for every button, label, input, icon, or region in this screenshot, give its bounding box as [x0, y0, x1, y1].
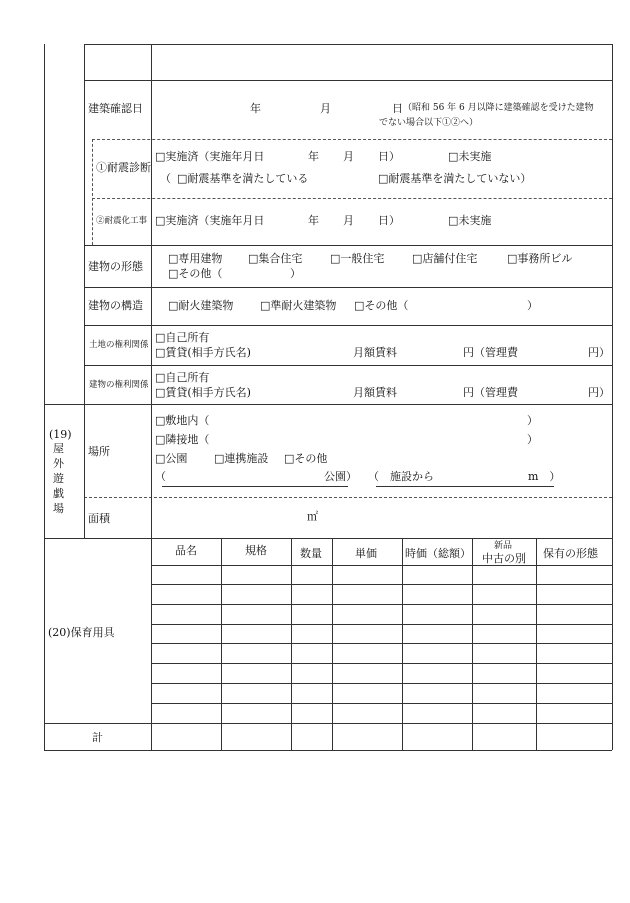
keitai-opt-other[interactable]: □その他（	[168, 267, 223, 280]
rule-label-divider	[151, 44, 152, 750]
basho-label: 場所	[88, 445, 110, 458]
keitai-label: 建物の形態	[88, 260, 143, 273]
shindan-notmeet-checkbox[interactable]: □耐震基準を満たしていない）	[378, 172, 532, 185]
kouzou-other-close: ）	[527, 299, 538, 312]
basho-adjacent-close: ）	[527, 433, 538, 446]
equip-header-spec: 規格	[245, 544, 267, 557]
equip-header-newused-line1: 新品	[494, 541, 513, 551]
tatemono-monthly-fee: 月額賃料	[353, 386, 397, 399]
shindan-month: 月	[343, 150, 354, 163]
rule-left-inner	[84, 44, 85, 538]
equip-total-label: 計	[92, 731, 103, 744]
play-title-char-4: 戯	[53, 487, 64, 500]
tochi-yen-mgmt: 円（管理費	[463, 346, 518, 359]
keitai-opt-apartment[interactable]: □集合住宅	[248, 252, 303, 265]
basho-opt-partner[interactable]: □連携施設	[214, 452, 269, 465]
menseki-label: 面積	[88, 512, 110, 525]
play-title-char-2: 外	[53, 457, 64, 470]
equip-header-qty: 数量	[300, 547, 322, 560]
basho-opt-adjacent[interactable]: □隣接地（	[155, 433, 210, 446]
shindan-done-checkbox[interactable]: □実施済（実施年月日	[155, 150, 265, 163]
keitai-opt-dedicated[interactable]: □専用建物	[168, 252, 223, 265]
kouji-notyet-checkbox[interactable]: □未実施	[448, 214, 492, 227]
basho-opt-other[interactable]: □その他	[284, 452, 328, 465]
basho-paren-open: （	[155, 470, 166, 483]
shindan-day: 日）	[378, 150, 400, 163]
equip-header-form: 保有の形態	[543, 547, 598, 560]
tochi-monthly-fee: 月額賃料	[353, 346, 397, 359]
basho-distance-underline	[376, 486, 554, 487]
rule-before-total	[44, 723, 612, 724]
kakunin-day: 日	[392, 102, 403, 115]
kakunin-note-line1: （昭和 56 年 6 月以降に建築確認を受けた建物	[403, 103, 594, 113]
rule-after-tochi	[84, 365, 612, 366]
kakunin-month: 月	[320, 102, 331, 115]
rule-left-outer	[44, 44, 45, 750]
rule-dashed-sub-indent	[92, 139, 93, 245]
basho-opt-onsite[interactable]: □敷地内（	[155, 414, 210, 427]
kakunin-label: 建築確認日	[88, 102, 143, 115]
kouji-year: 年	[308, 214, 319, 227]
menseki-unit: ㎡	[307, 510, 318, 523]
basho-facility-from: （ 施設から	[368, 470, 434, 483]
rule-col-form	[536, 538, 537, 750]
basho-park-close: 公園）	[324, 470, 357, 483]
kouzou-opt-other[interactable]: □その他（	[354, 299, 409, 312]
equip-header-newused-line2: 中古の別	[482, 552, 526, 565]
tochi-yen-close: 円）	[588, 346, 610, 359]
rule-after-kouzou	[84, 325, 612, 326]
play-title-char-3: 遊	[53, 472, 64, 485]
shindan-label: ①耐震診断	[96, 161, 151, 174]
tatemono-own-checkbox[interactable]: □自己所有	[155, 371, 210, 384]
rule-before-equip	[44, 538, 612, 539]
equip-header-value: 時価（総額）	[405, 547, 471, 560]
basho-opt-park[interactable]: □公園	[155, 452, 188, 465]
keitai-opt-shophouse[interactable]: □店舗付住宅	[412, 252, 478, 265]
play-title-char-5: 場	[53, 502, 64, 515]
tatemono-rent-checkbox[interactable]: □賃貸(相手方氏名)	[155, 386, 251, 399]
shindan-year: 年	[308, 150, 319, 163]
equip-header-name: 品名	[175, 544, 197, 557]
rule-col-value	[402, 538, 403, 750]
kouji-month: 月	[343, 214, 354, 227]
rule-col-unit	[332, 538, 333, 750]
shindan-paren-open: （	[160, 172, 171, 185]
basho-onsite-close: ）	[527, 414, 538, 427]
tochi-own-checkbox[interactable]: □自己所有	[155, 331, 210, 344]
rule-row-after-blank	[84, 80, 612, 81]
tatemono-yen-close: 円）	[588, 386, 610, 399]
rule-dashed-after-shindan	[92, 198, 612, 199]
kakunin-year: 年	[250, 102, 261, 115]
tatemono-label: 建物の権利関係	[89, 380, 149, 390]
rule-after-keitai	[84, 287, 612, 288]
tatemono-yen-mgmt: 円（管理費	[463, 386, 518, 399]
rule-col-qty	[291, 538, 292, 750]
kouji-label: ②耐震化工事	[96, 216, 148, 226]
rule-col-spec	[221, 538, 222, 750]
keitai-opt-office[interactable]: □事務所ビル	[507, 252, 573, 265]
shindan-meets-checkbox[interactable]: □耐震基準を満たしている	[177, 172, 309, 185]
equip-header-unit-price: 単価	[355, 547, 377, 560]
kouji-done-checkbox[interactable]: □実施済（実施年月日	[155, 214, 265, 227]
rule-row-top-block	[84, 44, 612, 45]
kakunin-note-line2: でない場合以下①②へ）	[379, 118, 479, 128]
shindan-notyet-checkbox[interactable]: □未実施	[448, 150, 492, 163]
keitai-other-close: ）	[290, 267, 301, 280]
rule-bottom	[44, 750, 612, 751]
basho-park-underline	[162, 486, 348, 487]
kouzou-opt-fireproof[interactable]: □耐火建築物	[168, 299, 234, 312]
rule-before-play	[44, 404, 612, 405]
basho-meter: m ）	[528, 470, 561, 483]
rule-after-kouji	[84, 245, 612, 246]
rule-col-newused	[472, 538, 473, 750]
kouzou-opt-semi-fireproof[interactable]: □準耐火建築物	[260, 299, 337, 312]
tochi-label: 土地の権利関係	[89, 340, 149, 350]
rule-right-outer	[612, 44, 613, 750]
rule-dashed-basho-menseki	[84, 497, 612, 498]
play-section-number: (19)	[49, 428, 72, 441]
tochi-rent-checkbox[interactable]: □賃貸(相手方氏名)	[155, 346, 251, 359]
play-title-char-1: 屋	[53, 442, 64, 455]
equip-section-label: (20)保育用具	[48, 626, 115, 639]
kouzou-label: 建物の構造	[88, 299, 143, 312]
rule-dashed-after-kakunin	[92, 139, 612, 140]
keitai-opt-house[interactable]: □一般住宅	[330, 252, 385, 265]
kouji-day: 日）	[378, 214, 400, 227]
